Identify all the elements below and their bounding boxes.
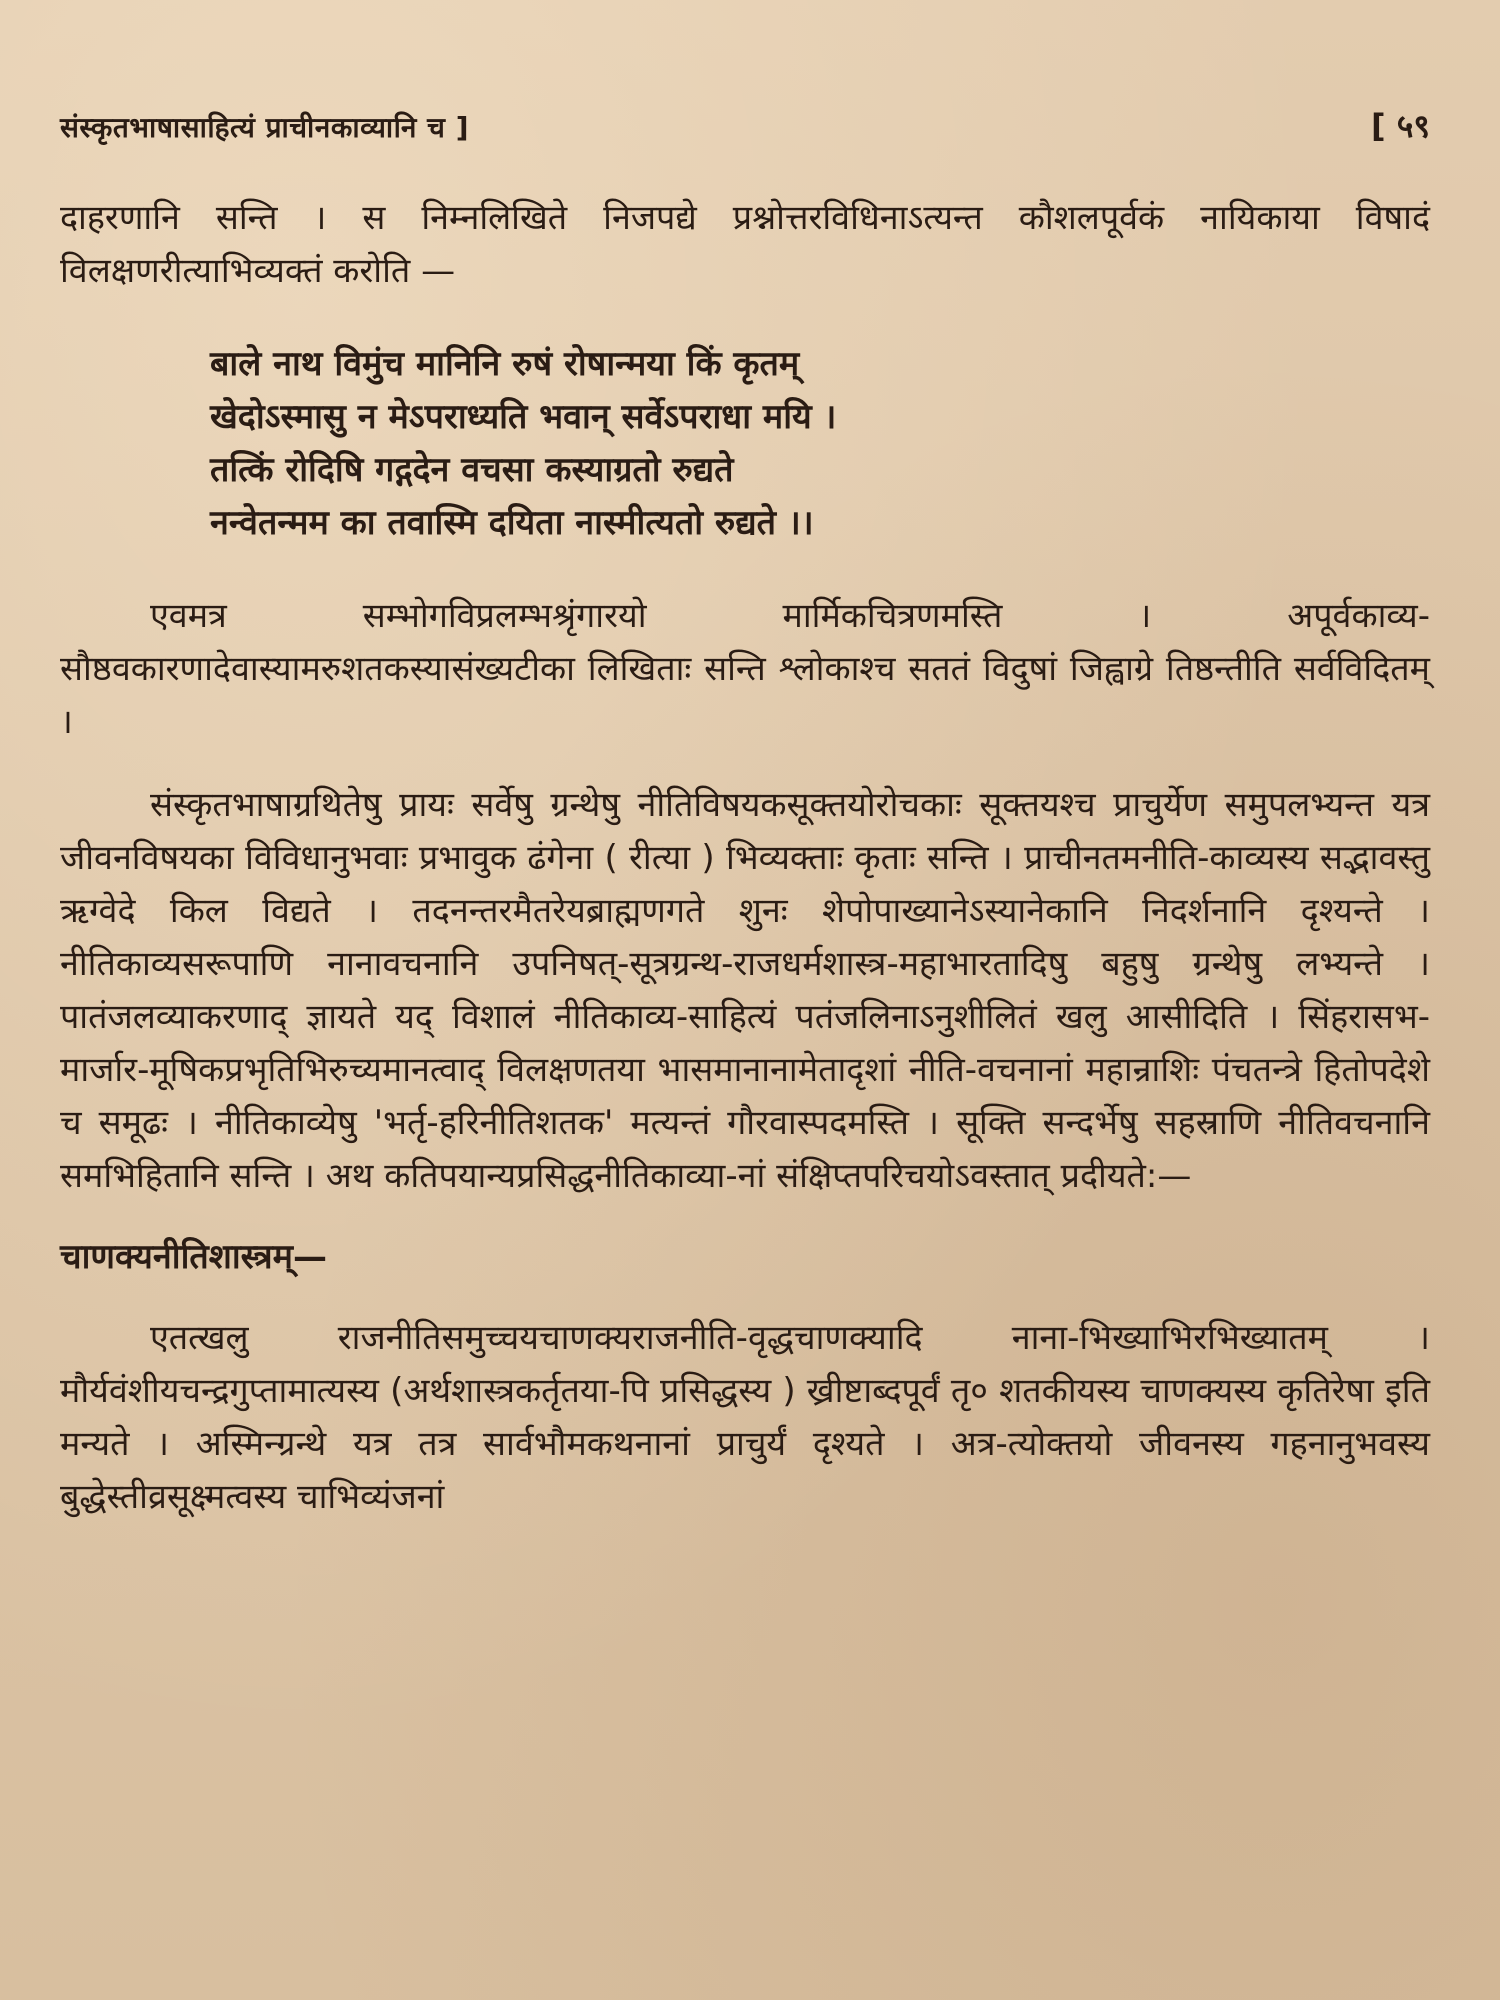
verse-block (210, 338, 1430, 550)
book-page (60, 100, 1430, 1524)
paragraph-intro: दाहरणानि सन्ति । स निम्नलिखिते निजपद्ये प्रश्नोत्तरविधिनाऽत्यन्त कौशलपूर्वकं नायिकाया विषादं विलक्षणरीत्याभिव्यक्तं करोति — (60, 198, 1430, 291)
verse-line: खेदोऽस्मासु न मेऽपराध्यति भवान् सर्वेऽपराधा मयि । (210, 397, 837, 437)
section-heading: चाणक्यनीतिशास्त्रम्— (60, 1237, 328, 1277)
page-number: [ ५९ (1370, 107, 1430, 145)
paragraph-amarushataka: एवमत्र सम्भोगविप्रलम्भश्रृंगारयो मार्मिकचित्रणमस्ति । अपूर्वकाव्य-सौष्ठवकारणादेवास्यामरुशतकस्यासंख्यटीका लिखिताः सन्ति श्लोकाश्च सततं विदुषां जिह्वाग्रे तिष्ठन्तीति सर्वविदितम् । (60, 596, 1430, 742)
running-title: संस्कृतभाषासाहित्यं प्राचीनकाव्यानि च ] (60, 111, 470, 144)
verse-line: नन्वेतन्मम का तवास्मि दयिता नास्मीत्यतो रुद्यते ।। (210, 503, 814, 543)
running-header (60, 100, 1430, 170)
verse-line: बाले नाथ विमुंच मानिनि रुषं रोषान्मया किं कृतम् (210, 344, 800, 384)
paragraph-nitikavya: संस्कृतभाषाग्रथितेषु प्रायः सर्वेषु ग्रन्थेषु नीतिविषयकसूक्तयोरोचकाः सूक्तयश्च प्राचुर्येण समुपलभ्यन्त यत्र जीवनविषयका विविधानुभवाः प्रभावुक ढंगेना ( रीत्या ) भिव्यक्ताः कृताः सन्ति । प्राचीनतमनीति-काव्यस्य सद्भावस्तु ऋग्वेदे किल विद्यते । तदनन्तरमैतरेयब्राह्मणगते शुनः शेपोपाख्यानेऽस्यानेकानि निदर्शनानि दृश्यन्ते । नीतिकाव्यसरूपाणि नानावचनानि उपनिषत्-सूत्रग्रन्थ-राजधर्मशास्त्र-महाभारतादिषु बहुषु ग्रन्थेषु लभ्यन्ते । पातंजलव्याकरणाद् ज्ञायते यद् विशालं नीतिकाव्य-साहित्यं पतंजलिनाऽनुशीलितं खलु आसीदिति । सिंहरासभ-मार्जार-मूषिकप्रभृतिभिरुच्यमानत्वाद् विलक्षणतया भासमानानामेतादृशां नीति-वचनानां महान्राशिः पंचतन्त्रे हितोपदेशे च समूढः । नीतिकाव्येषु 'भर्तृ-हरिनीतिशतक' मत्यन्तं गौरवास्पदमस्ति । सूक्ति सन्दर्भेषु सहस्राणि नीतिवचनानि समभिहितानि सन्ति । अथ कतिपयान्यप्रसिद्धनीतिकाव्या-नां संक्षिप्तपरिचयोऽवस्तात् प्रदीयते:— (60, 785, 1430, 1196)
verse-line: तत्किं रोदिषि गद्गदेन वचसा कस्याग्रतो रुद्यते (210, 450, 734, 490)
paragraph-chanakya: एतत्खलु राजनीतिसमुच्चयचाणक्यराजनीति-वृद्धचाणक्यादि नाना-भिख्याभिरभिख्यातम् । मौर्यवंशीयचन्द्रगुप्तामात्यस्य (अर्थशास्त्रकर्तृतया-पि प्रसिद्धस्य ) ख्रीष्टाब्दपूर्वं तृ० शतकीयस्य चाणक्यस्य कृतिरेषा इति मन्यते । अस्मिन्ग्रन्थे यत्र तत्र सार्वभौमकथनानां प्राचुर्यं दृश्यते । अत्र-त्योक्तयो जीवनस्य गहनानुभवस्य बुद्धेस्तीव्रसूक्ष्मत्वस्य चाभिव्यंजनां (60, 1318, 1430, 1517)
